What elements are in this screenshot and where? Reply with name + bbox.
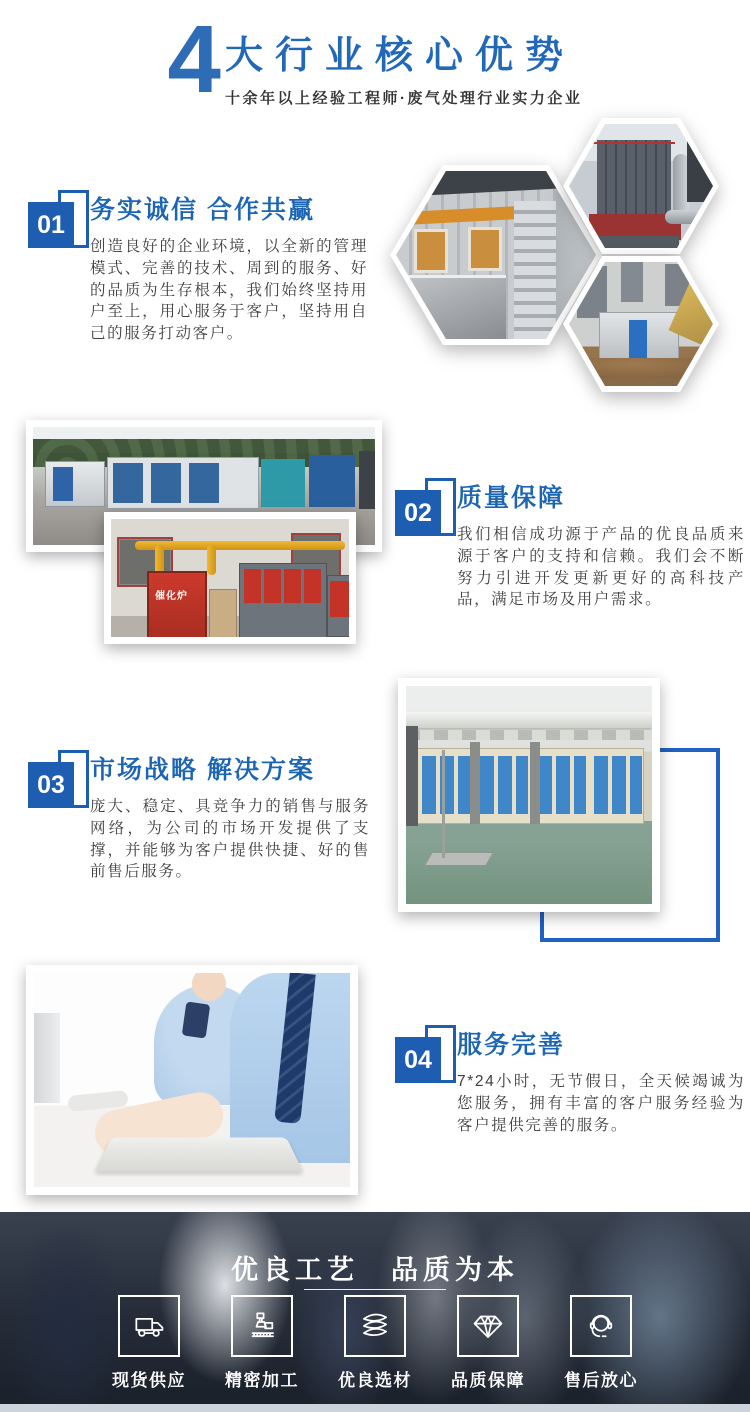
number-badge-04 xyxy=(395,1025,457,1085)
section-03-body: 庞大、稳定、具竞争力的销售与服务网络，为公司的市场开发提供了支撑，并能够为客户提供快捷、好的售前售后服务。 xyxy=(90,798,370,881)
section-03 xyxy=(28,750,373,883)
feature-icon-box xyxy=(570,1295,632,1357)
header-big-number: 4 xyxy=(167,6,219,113)
feature-item-supply xyxy=(112,1295,186,1391)
section-01-body: 创造良好的企业环境，以全新的管理模式、完善的技术、周到的服务、好的品质为生存根本，我们始终坚持用户至上，用心服务于客户，坚持用自己的服务打动客户。 xyxy=(90,238,368,343)
badge-number: 04 xyxy=(395,1037,441,1083)
page-subtitle: 十余年以上经验工程师·废气处理行业实力企业 xyxy=(224,90,583,107)
page-title: 大行业核心优势 xyxy=(224,35,575,77)
section-04 xyxy=(395,1025,745,1136)
number-badge-01 xyxy=(28,190,90,250)
layers-icon xyxy=(356,1307,394,1345)
feature-icon-box xyxy=(231,1295,293,1357)
badge-number: 01 xyxy=(28,202,74,248)
feature-icon-box xyxy=(344,1295,406,1357)
section-01-title: 务实诚信 合作共赢 xyxy=(90,196,315,224)
feature-label: 品质保障 xyxy=(451,1371,525,1390)
number-badge-03 xyxy=(28,750,90,810)
section-02-body: 我们相信成功源于产品的优良品质来源于客户的支持和信赖。我们会不断努力引进开发更新更好的高科技产品，满足市场及用户需求。 xyxy=(457,526,745,609)
photo-paint-booths xyxy=(398,678,660,912)
machining-icon xyxy=(243,1307,281,1345)
feature-icon-box xyxy=(118,1295,180,1357)
furnace-label: 催化炉 xyxy=(155,591,188,602)
footer-banner xyxy=(0,1212,750,1404)
badge-number: 02 xyxy=(395,490,441,536)
headset-icon xyxy=(582,1307,620,1345)
hexagon-photo-baghouse xyxy=(563,118,719,254)
section-02-title: 质量保障 xyxy=(457,484,566,512)
feature-item-machining xyxy=(225,1295,299,1391)
section-01 xyxy=(28,190,368,345)
section-03-title: 市场战略 解决方案 xyxy=(90,756,315,784)
feature-item-quality xyxy=(451,1295,525,1391)
feature-label: 优良选材 xyxy=(338,1371,412,1390)
footer-divider xyxy=(304,1289,446,1290)
section-02 xyxy=(395,478,745,611)
truck-icon xyxy=(130,1307,168,1345)
diamond-icon xyxy=(469,1307,507,1345)
feature-label: 售后放心 xyxy=(564,1371,638,1390)
bottom-strip xyxy=(0,1404,750,1412)
hexagon-photo-silver-unit xyxy=(563,256,719,392)
badge-number: 03 xyxy=(28,762,74,808)
feature-icon-box xyxy=(457,1295,519,1357)
photo-customer-service xyxy=(26,965,358,1195)
section-04-body: 7*24小时，无节假日，全天候竭诚为您服务，拥有丰富的客户服务经验为客户提供完善的服务。 xyxy=(457,1073,745,1134)
feature-label: 精密加工 xyxy=(225,1371,299,1390)
feature-item-aftersales xyxy=(564,1295,638,1391)
section-04-title: 服务完善 xyxy=(457,1031,566,1059)
header xyxy=(0,6,750,113)
feature-item-material xyxy=(338,1295,412,1391)
photo-catalytic-furnace xyxy=(104,512,356,644)
feature-row xyxy=(0,1295,750,1391)
number-badge-02 xyxy=(395,478,457,538)
footer-title: 优良工艺 品质为本 xyxy=(231,1255,519,1285)
feature-label: 现货供应 xyxy=(112,1371,186,1390)
furnace-box xyxy=(147,571,207,644)
